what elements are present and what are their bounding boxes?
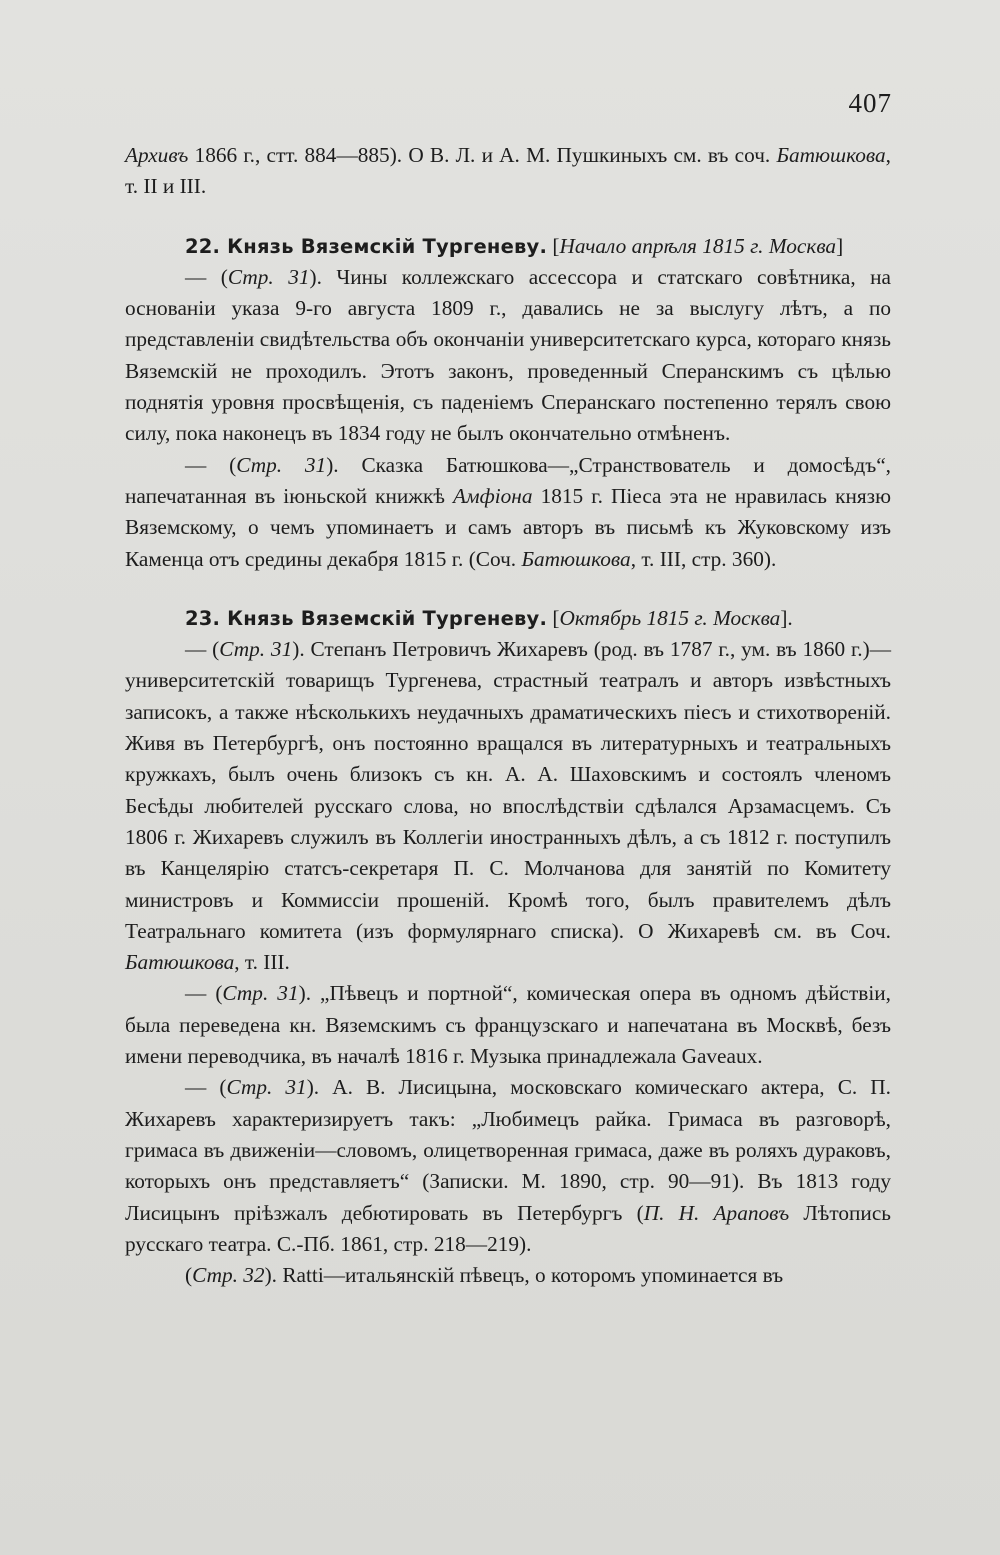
entry-23-bracket-close: ]. — [780, 605, 793, 630]
note-text: „Пѣвецъ и портной“, комическая опера въ одномъ дѣйствіи, была переведена кн. Вяземскимъ съ французскаго и напечатана въ Москвѣ, безъ имени переводчика, въ началѣ 1816 г. Музыка принадлежала Gaveaux. — [125, 981, 891, 1069]
page-reference: Стр. 31 — [226, 1075, 307, 1100]
note-prefix: — ( — [185, 264, 228, 289]
note-text: 1815 г. Піеса эта не нравилась князю Вяземскому, о чемъ упоминаетъ и самъ авторъ въ письмѣ къ Жуковскому изъ Каменца отъ средины декабря 1815 г. (Соч. — [125, 483, 891, 571]
entry-22-note-2 — [125, 450, 891, 575]
note-text: Степанъ Петровичъ Жихаревъ (род. въ 1787 г., ум. въ 1860 г.)—университетскій товарищъ Тургенева, страстный театралъ и авторъ извѣстныхъ записокъ, а также нѣсколькихъ неудачныхъ драматическихъ піесъ и стихотвореній. Живя въ Петербургѣ, онъ постоянно вращался въ литературныхъ и театральныхъ кружкахъ, былъ очень близокъ съ кн. А. А. Шаховскимъ и состоялъ членомъ Бесѣды любителей русскаго слова, но впослѣдствіи сдѣлался Арзамасцемъ. Съ 1806 г. Жихаревъ служилъ въ Коллегіи иностранныхъ дѣлъ, а съ 1812 г. поступилъ въ Канцелярію статсъ-секретаря П. С. Молчанова для занятій по Комитету министровъ и Коммиссіи прошеній. Кромѣ того, былъ правителемъ дѣлъ Театральнаго комитета (изъ формулярнаго списка). О Жихаревѣ см. въ Соч. — [125, 637, 892, 943]
note-ref-close: ). — [309, 264, 322, 289]
note-text: Ratti—итальянскій пѣвецъ, о которомъ упоминается въ — [277, 1263, 784, 1288]
entry-22-bracket-open: [ — [547, 233, 560, 258]
intro-italic-archive: Архивъ — [125, 143, 189, 167]
intro-text-end: , т. II и III. — [125, 143, 891, 199]
note-ref-close: ). — [306, 1075, 320, 1100]
intro-italic-author: Батюшкова — [776, 143, 886, 167]
note-prefix: — ( — [185, 452, 237, 477]
page-reference: Стр. 31 — [219, 637, 293, 662]
note-ref-close: ). — [298, 981, 312, 1006]
entry-23-heading — [125, 603, 891, 634]
note-prefix: — ( — [185, 637, 220, 662]
page-reference: Стр. 31 — [222, 981, 299, 1006]
entry-23-title: 23. Князь Вяземскій Тургеневу. — [185, 606, 548, 630]
page-number: 407 — [848, 88, 892, 118]
entry-23-date: Октябрь 1815 г. Москва — [559, 605, 781, 630]
entry-22-date: Начало апрѣля 1815 г. Москва — [559, 233, 837, 258]
entry-23-note-1 — [125, 634, 891, 978]
note-ref-close: ). — [264, 1263, 277, 1288]
note-text: Чины коллежскаго ассессора и статскаго совѣтника, на основаніи указа 9-го августа 1809 г., давались не за выслугу лѣтъ, а по представленіи свидѣтельства объ окончаніи университетскаго курса, котораго князь Вяземскій не проходилъ. Этотъ законъ, проведенный Сперанскимъ съ цѣлью поднятія уровня просвѣщенія, съ паденіемъ Сперанскаго постепенно терялъ свою силу, пока наконецъ въ 1834 году не былъ окончательно отмѣненъ. — [125, 264, 892, 446]
note-italic-author: П. Н. Араповъ — [643, 1200, 790, 1225]
entry-23-note-4 — [125, 1260, 891, 1291]
note-ref-close: ). — [326, 452, 339, 477]
note-text: , т. III, стр. 360). — [630, 546, 777, 571]
entry-23-note-2 — [125, 978, 891, 1072]
entry-23-note-3 — [125, 1072, 891, 1260]
note-prefix: — ( — [185, 981, 223, 1006]
note-prefix: — ( — [185, 1075, 227, 1100]
note-italic-author: Батюшкова — [125, 950, 235, 975]
note-text: Лѣтопись русскаго театра. С.-Пб. 1861, стр. 218—219). — [125, 1200, 891, 1256]
entry-22-title: 22. Князь Вяземскій Тургеневу. — [185, 234, 548, 258]
entry-23-bracket-open: [ — [547, 605, 560, 630]
note-text: , т. III. — [234, 950, 290, 975]
note-ref-close: ). — [292, 637, 305, 662]
entry-22-heading — [125, 231, 891, 262]
entry-22-note-1 — [125, 262, 891, 450]
page-reference: Стр. 31 — [227, 264, 310, 289]
note-italic-journal: Амфіона — [452, 483, 533, 508]
intro-text: 1866 г., стт. 884—885). О В. Л. и А. М. Пушкиныхъ см. въ соч. — [188, 143, 777, 167]
note-text: Сказка Батюшкова—„Странствователь и домосѣдъ“, напечатанная въ іюньской книжкѣ — [125, 452, 891, 508]
page-reference: Стр. 32 — [192, 1263, 265, 1288]
note-prefix: ( — [185, 1263, 193, 1288]
note-text: А. В. Лисицына, московскаго комическаго актера, С. П. Жихаревъ характеризируетъ такъ: „Любимецъ райка. Гримаса въ разговорѣ, гримаса въ движеніи—словомъ, олицетворенная гримаса, даже въ роляхъ дураковъ, которыхъ онъ представляетъ“ (Записки. М. 1890, стр. 90—91). Въ 1813 году Лисицынъ пріѣзжалъ дебютировать въ Петербургъ ( — [125, 1075, 892, 1225]
entry-22-bracket-close: ] — [836, 233, 844, 258]
page-reference: Стр. 31 — [236, 452, 327, 477]
intro-paragraph — [125, 140, 891, 203]
note-italic-author: Батюшкова — [521, 546, 631, 571]
page-body — [125, 140, 891, 1291]
